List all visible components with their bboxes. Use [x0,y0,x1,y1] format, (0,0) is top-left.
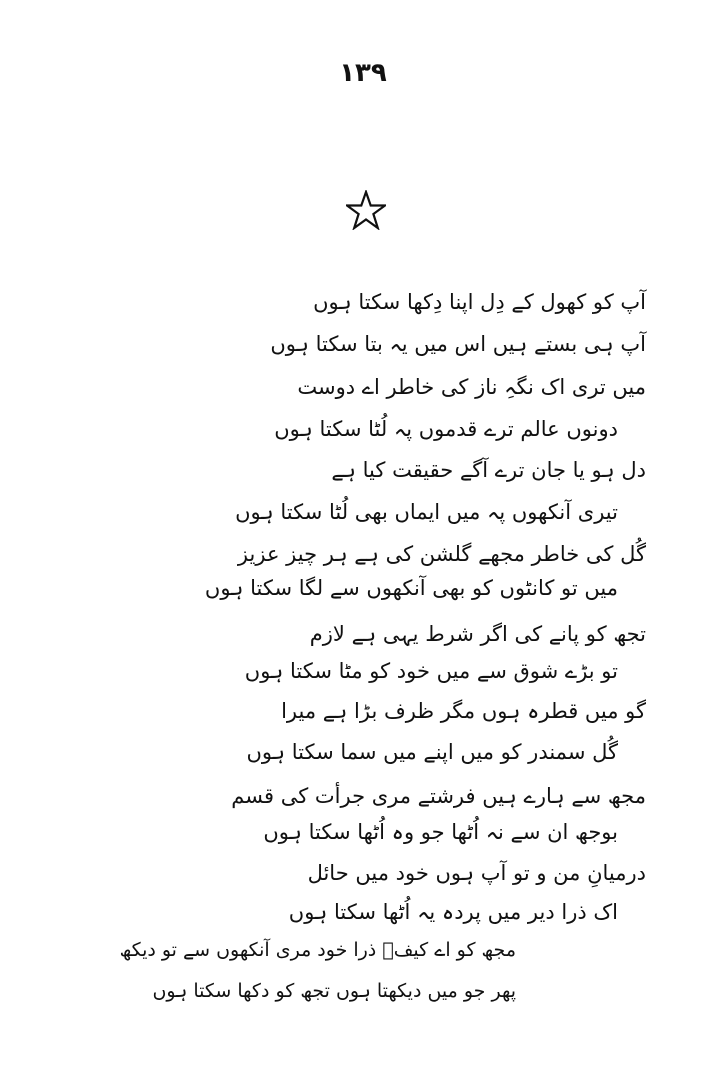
verse-line: تیری آنکھوں پہ میں ایماں بھی لُٹا سکتا ہوں [235,500,618,524]
verse-line: تو بڑے شوق سے میں خود کو مٹا سکتا ہوں [244,659,618,683]
verse-line: آپ کو کھول کے دِل اپنا دِکھا سکتا ہوں [313,290,646,314]
verse-line: میں تو کانٹوں کو بھی آنکھوں سے لگا سکتا ہوں [204,576,618,600]
page-number: ۱۳۹ [339,58,387,88]
verse-line: گُل کی خاطر مجھے گلشن کی ہے ہر چیز عزیز [237,542,646,566]
verse-line: مجھ سے ہارے ہیں فرشتے مری جرأت کی قسم [231,784,646,808]
star-outline-icon [346,190,386,230]
verse-line: بوجھ ان سے نہ اُٹھا جو وہ اُٹھا سکتا ہوں [263,820,618,844]
verse-line: دونوں عالم ترے قدموں پہ لُٹا سکتا ہوں [274,417,618,441]
verse-line: مجھ کو اے کیفؔ ذرا خود مری آنکھوں سے تو دیکھ [119,939,516,961]
verse-line: گُل سمندر کو میں اپنے میں سما سکتا ہوں [246,740,618,764]
verse-line: گو میں قطرہ ہوں مگر ظرف بڑا ہے میرا [281,699,646,723]
verse-line: پھر جو میں دیکھتا ہوں تجھ کو دکھا سکتا ہوں [152,980,516,1002]
verse-line: اک ذرا دیر میں پردہ یہ اُٹھا سکتا ہوں [288,900,618,924]
verse-line: دل ہو یا جان ترے آگے حقیقت کیا ہے [331,458,646,482]
verse-line: درمیانِ من و تو آپ ہوں خود میں حائل [307,861,646,885]
verse-line: میں تری اک نگہِ ناز کی خاطر اے دوست [297,375,646,399]
verse-line: آپ ہی بستے ہیں اس میں یہ بتا سکتا ہوں [270,332,646,356]
verse-line: تجھ کو پانے کی اگر شرط یہی ہے لازم [309,622,646,646]
